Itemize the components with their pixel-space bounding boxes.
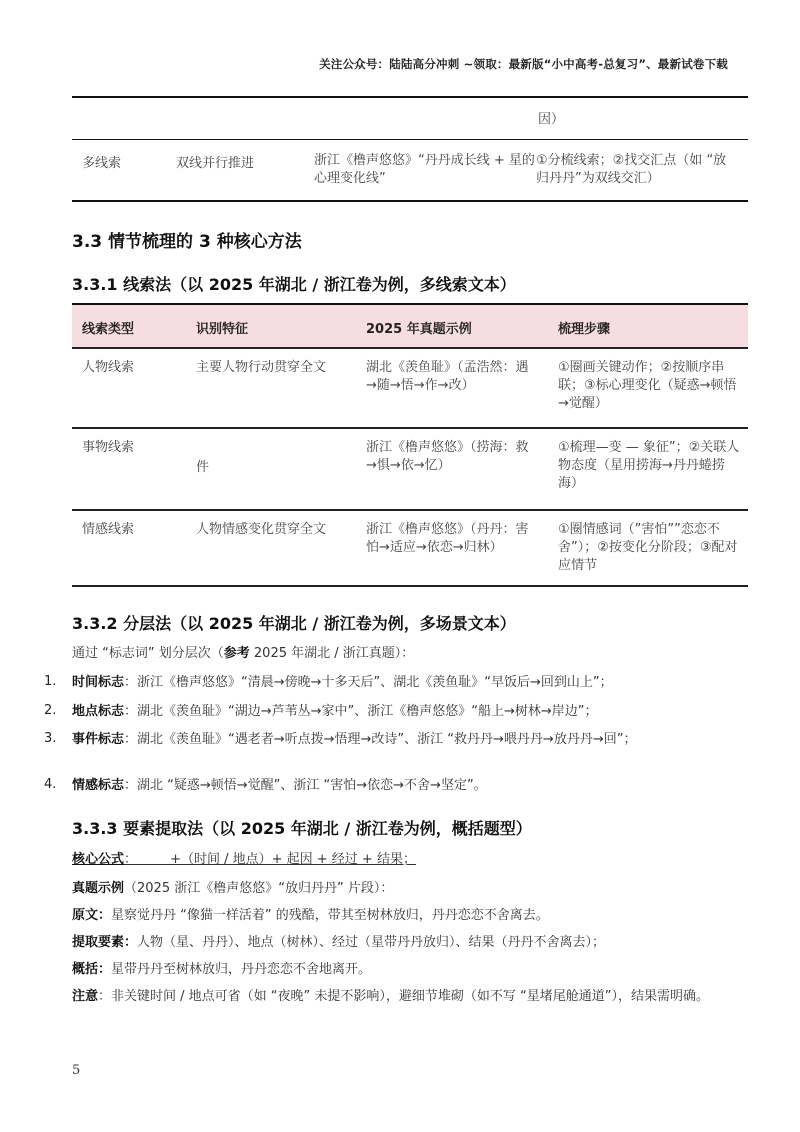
- section-heading-3-3-3: 3.3.3 要素提取法（以 2025 年湖北 / 浙江卷为例，概括题型）: [72, 819, 532, 838]
- summary-label: 概括：: [72, 962, 112, 977]
- table-top-rule: [72, 96, 748, 98]
- extract-label: 提取要素：: [72, 935, 138, 950]
- table-row: [72, 510, 748, 586]
- list-label: 情感标志: [72, 778, 125, 793]
- intro-bold: 参考: [223, 646, 250, 661]
- list-number: 1.: [44, 674, 57, 689]
- list-number: 4.: [44, 777, 57, 792]
- extract-text: 人物（星、丹丹）、地点（树林）、经过（星带丹丹放归）、结果（丹丹不舍离去）；: [137, 935, 606, 950]
- page-header: 关注公众号：陆陆高分冲刺 ~领取：最新版“小中高考-总复习”、最新试卷下载: [319, 57, 728, 71]
- list-text: ：湖北《羡鱼耻》“遇老者→听点拨→悟理→改诗”、浙江 “救丹丹→喂丹丹→放丹丹→回”；: [124, 732, 637, 747]
- summary-text: 星带丹丹至树林放归，丹丹恋恋不舍地离开。: [111, 962, 372, 977]
- table-cell: 主要人物行动贯穿全文: [196, 348, 366, 428]
- list-label: 时间标志: [72, 675, 125, 690]
- example-label: 真题示例: [72, 881, 125, 896]
- table-cell: 湖北《羡鱼耻》（孟浩然：遇→随→悟→作→改）: [366, 348, 558, 428]
- intro-text: 2025 年湖北 / 浙江真题）：: [249, 646, 415, 661]
- table-cell: 情感线索: [72, 510, 196, 586]
- list-text: ：湖北 “疑惑→顿悟→觉醒”、浙江 “害怕→依恋→不舍→坚定”。: [124, 778, 487, 793]
- table-cell: ①梳理—变 — 象征”；②关联人物态度（星用捞海→丹丹蜷捞海）: [558, 428, 748, 510]
- table-header-cell: 线索类型: [82, 322, 135, 337]
- table-cell: 浙江《橹声悠悠》（捞海：救→惧→依→忆）: [366, 428, 558, 510]
- table-row: [72, 140, 748, 188]
- example-text: （2025 浙江《橹声悠悠》“放归丹丹” 片段）：: [124, 881, 394, 896]
- clue-method-table: [72, 305, 748, 587]
- table-cell: 双线并行推进: [176, 156, 255, 171]
- list-label: 地点标志: [72, 704, 125, 719]
- original-text: 星察觉丹丹 “像猫一样活着” 的残酷，带其至树林放归，丹丹恋恋不舍离去。: [111, 908, 549, 923]
- page-number: 5: [72, 1063, 81, 1078]
- table-row: [72, 348, 748, 428]
- formula-text: ： +（时间 / 地点）+ 起因 + 经过 + 结果；: [124, 852, 416, 867]
- top-table: [72, 140, 748, 188]
- section-heading-3-3-2: 3.3.2 分层法（以 2025 年湖北 / 浙江卷为例，多场景文本）: [72, 614, 516, 633]
- list-number: 2.: [44, 703, 57, 718]
- summary-line: [72, 961, 371, 979]
- formula-line: [72, 851, 416, 869]
- extract-line: [72, 934, 605, 952]
- table-bottom-rule: [72, 200, 748, 202]
- list-item: [72, 731, 748, 749]
- note-label: 注意: [72, 989, 99, 1004]
- list-item: [72, 777, 748, 795]
- table-cell: ①圈画关键动作；②按顺序串联；③标心理变化（疑惑→顿悟→觉醒）: [558, 348, 748, 428]
- table-header-row: [72, 305, 748, 348]
- list-number: 3.: [44, 731, 57, 746]
- table-header-cell: 识别特征: [196, 322, 249, 337]
- list-item: [72, 703, 748, 721]
- example-line: [72, 880, 393, 898]
- table-row: [72, 428, 748, 510]
- section-heading-3-3-1: 3.3.1 线索法（以 2025 年湖北 / 浙江卷为例，多线索文本）: [72, 275, 516, 294]
- list-text: ：湖北《羡鱼耻》“湖边→芦苇丛→家中”、浙江《橹声悠悠》“船上→树林→岸边”；: [124, 704, 598, 719]
- formula-label: 核心公式: [72, 852, 125, 867]
- table-cell: 人物情感变化贯穿全文: [196, 510, 366, 586]
- list-label: 事件标志: [72, 732, 125, 747]
- table-cell: ①圈情感词（”害怕””恋恋不舍”）；②按变化分阶段；③配对应情节: [558, 510, 748, 586]
- original-line: [72, 907, 549, 925]
- table-cell: ①分梳线索；②找交汇点（如 “放归丹丹”为双线交汇）: [536, 153, 727, 186]
- table-cell: 件: [196, 428, 366, 510]
- section-heading-3-3: 3.3 情节梳理的 3 种核心方法: [72, 232, 302, 252]
- table-header-cell: 梳理步骤: [558, 322, 611, 337]
- intro-paragraph: [72, 645, 414, 663]
- list-text: ：浙江《橹声悠悠》“清晨→傍晚→十多天后”、湖北《羡鱼耻》“早饭后→回到山上”；: [124, 675, 613, 690]
- table-cell: 多线索: [82, 156, 122, 171]
- original-label: 原文：: [72, 908, 112, 923]
- table-header-cell: 2025 年真题示例: [366, 322, 472, 337]
- note-text: ：非关键时间 / 地点可省（如 “夜晚” 未提不影响），避细节堆砌（如不写 “星堵尾舱通道”），结果需明确。: [98, 989, 709, 1004]
- intro-text: 通过 “标志词” 划分层次（: [72, 646, 224, 661]
- table-cell: 事物线索: [72, 428, 196, 510]
- note-line: [72, 988, 748, 1006]
- table-cell: 浙江《橹声悠悠》“丹丹成长线 + 星的心理变化线”: [314, 153, 535, 186]
- table-cell-continuation: 因）: [538, 112, 565, 127]
- list-item: [72, 674, 748, 692]
- table-cell: 浙江《橹声悠悠》（丹丹：害怕→适应→依恋→归林）: [366, 510, 558, 586]
- table-cell: 人物线索: [72, 348, 196, 428]
